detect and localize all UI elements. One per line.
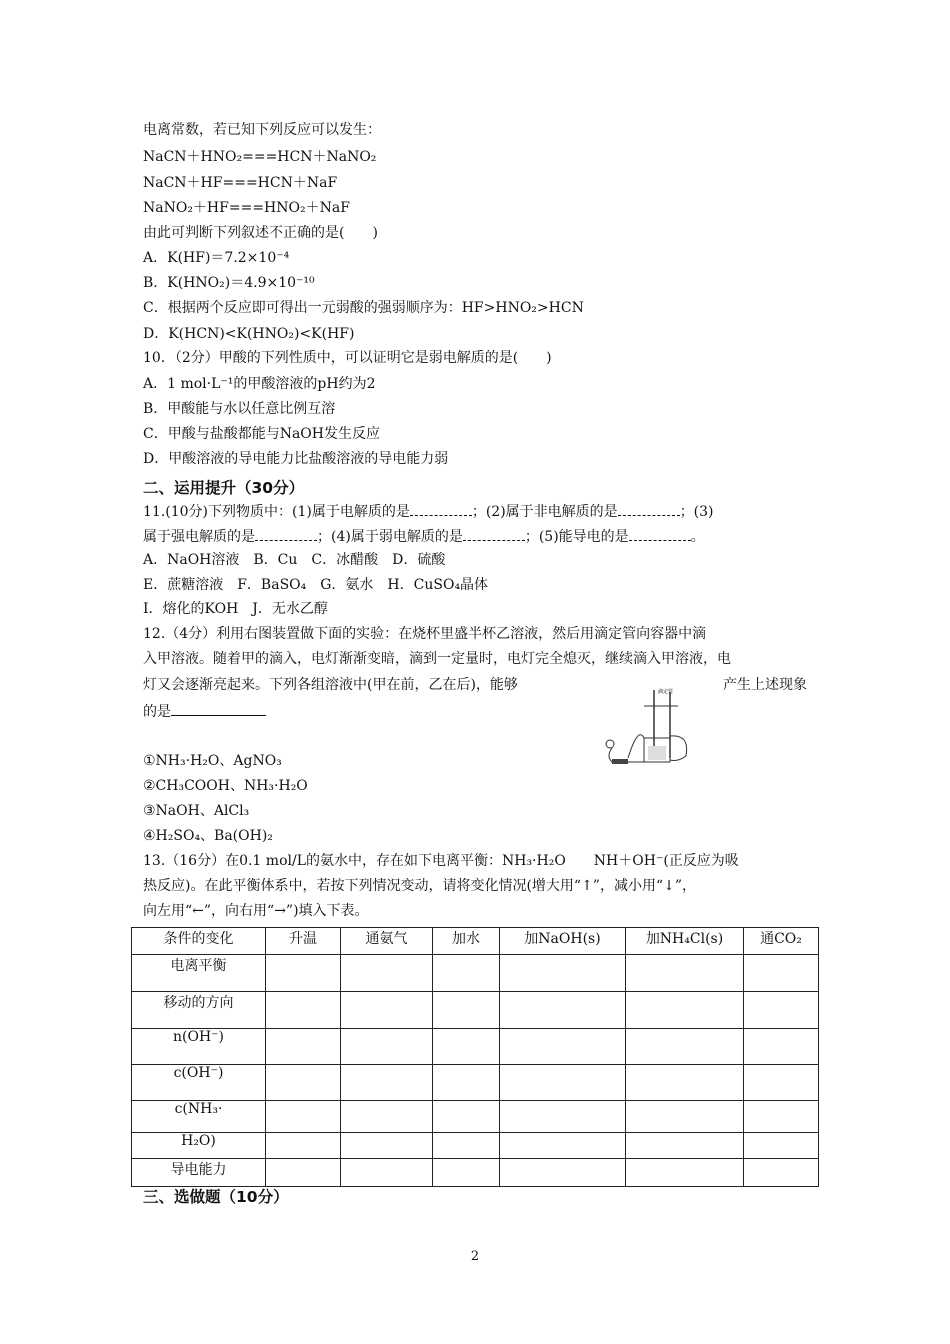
- row-label: 电离平衡: [132, 955, 266, 992]
- q11-options-3: I．熔化的KOH J．无水乙醇: [143, 601, 328, 617]
- answer-cell[interactable]: [341, 992, 433, 1029]
- answer-blank-5[interactable]: [629, 526, 691, 541]
- header-cell: 加NH₄Cl(s): [626, 928, 744, 955]
- header-cell: 升温: [266, 928, 341, 955]
- reaction-2: NaCN＋HF===HCN＋NaF: [143, 175, 338, 191]
- table-header-row: [132, 928, 819, 955]
- reaction-1: NaCN＋HNO₂===HCN＋NaNO₂: [143, 149, 377, 165]
- answer-cell[interactable]: [626, 1159, 744, 1187]
- answer-cell[interactable]: [744, 1159, 819, 1187]
- answer-cell[interactable]: [626, 1101, 744, 1133]
- header-cell: 通氨气: [341, 928, 433, 955]
- header-cell: 通CO₂: [744, 928, 819, 955]
- header-cell: 加NaOH(s): [500, 928, 626, 955]
- q11-text: ；(2)属于非电解质的是: [471, 504, 618, 520]
- apparatus-figure: [598, 686, 693, 768]
- answer-table: [131, 927, 819, 1187]
- row-label: c(NH₃·: [132, 1101, 266, 1133]
- row-label: H₂O): [132, 1133, 266, 1159]
- answer-blank-3[interactable]: [255, 526, 317, 541]
- answer-cell[interactable]: [433, 955, 500, 992]
- table-row: [132, 1029, 819, 1065]
- header-cell: 条件的变化: [132, 928, 266, 955]
- answer-cell[interactable]: [266, 1159, 341, 1187]
- table-row: [132, 1101, 819, 1133]
- answer-cell[interactable]: [744, 955, 819, 992]
- q11-options-2: E．蔗糖溶液 F．BaSO₄ G．氨水 H．CuSO₄晶体: [143, 577, 489, 593]
- answer-blank-4[interactable]: [463, 526, 525, 541]
- q12-text: 产生上述现象: [723, 677, 807, 693]
- q11-options-1: A．NaOH溶液 B．Cu C．冰醋酸 D．硫酸: [143, 552, 446, 568]
- q11-text: 。: [690, 529, 705, 545]
- answer-blank[interactable]: [171, 701, 266, 716]
- answer-cell[interactable]: [266, 955, 341, 992]
- answer-cell[interactable]: [744, 1101, 819, 1133]
- answer-cell[interactable]: [433, 1101, 500, 1133]
- answer-cell[interactable]: [266, 1029, 341, 1065]
- q13-line2: 热反应)。在此平衡体系中，若按下列情况变动，请将变化情况(增大用“↑”，减小用“↓”，: [143, 878, 697, 894]
- q12-text: 灯又会逐渐亮起来。下列各组溶液中(甲在前，乙在后)，能够: [143, 677, 518, 693]
- answer-cell[interactable]: [341, 1133, 433, 1159]
- answer-cell[interactable]: [266, 1133, 341, 1159]
- q10-stem: 10．（2分）甲酸的下列性质中，可以证明它是弱电解质的是( ): [143, 350, 552, 366]
- answer-cell[interactable]: [341, 1065, 433, 1101]
- row-label: 导电能力: [132, 1159, 266, 1187]
- answer-cell[interactable]: [266, 1065, 341, 1101]
- q11-text: 11.(10分)下列物质中：(1)属于电解质的是: [143, 504, 410, 520]
- row-label: 移动的方向: [132, 992, 266, 1029]
- answer-cell[interactable]: [433, 992, 500, 1029]
- answer-cell[interactable]: [626, 1065, 744, 1101]
- table-row: [132, 955, 819, 992]
- answer-cell[interactable]: [744, 1029, 819, 1065]
- table-row: [132, 1133, 819, 1159]
- option-c: C．甲酸与盐酸都能与NaOH发生反应: [143, 426, 380, 442]
- answer-cell[interactable]: [433, 1133, 500, 1159]
- answer-cell[interactable]: [626, 1029, 744, 1065]
- answer-cell[interactable]: [433, 1029, 500, 1065]
- answer-cell[interactable]: [266, 1101, 341, 1133]
- answer-cell[interactable]: [626, 1133, 744, 1159]
- answer-blank-1[interactable]: [410, 501, 472, 516]
- answer-cell[interactable]: [433, 1159, 500, 1187]
- header-cell: 加水: [433, 928, 500, 955]
- option-d: D．甲酸溶液的导电能力比盐酸溶液的导电能力弱: [143, 451, 449, 467]
- q12-option-1: ①NH₃·H₂O、AgNO₃: [143, 753, 282, 769]
- option-c: C．根据两个反应即可得出一元弱酸的强弱顺序为：HF>HNO₂>HCN: [143, 300, 584, 316]
- option-d: D．K(HCN)<K(HNO₂)<K(HF): [143, 326, 355, 342]
- answer-cell[interactable]: [626, 992, 744, 1029]
- q11-line2: [143, 526, 705, 546]
- q11-line1: [143, 501, 714, 521]
- answer-blank-2[interactable]: [618, 501, 680, 516]
- q12-option-2: ②CH₃COOH、NH₃·H₂O: [143, 778, 308, 794]
- answer-cell[interactable]: [341, 1159, 433, 1187]
- answer-cell[interactable]: [500, 1133, 626, 1159]
- q12-line1: 12.（4分）利用右图装置做下面的实验：在烧杯里盛半杯乙溶液，然后用滴定管向容器中滴: [143, 626, 707, 642]
- table-row: [132, 1159, 819, 1187]
- q12-text: 的是: [143, 704, 171, 720]
- q13-line3: 向左用“←”，向右用“→”)填入下表。: [143, 903, 369, 919]
- row-label: c(OH⁻): [132, 1065, 266, 1101]
- reaction-3: NaNO₂＋HF===HNO₂＋NaF: [143, 200, 350, 216]
- page-number: 2: [470, 1249, 480, 1264]
- answer-cell[interactable]: [626, 955, 744, 992]
- answer-cell[interactable]: [341, 1029, 433, 1065]
- q11-text: ；(3): [679, 504, 714, 520]
- q11-text: ；(5)能导电的是: [524, 529, 629, 545]
- q9-intro: 电离常数，若已知下列反应可以发生：: [143, 122, 381, 138]
- q12-line4: [143, 701, 266, 721]
- option-b: B．甲酸能与水以任意比例互溶: [143, 401, 336, 417]
- q12-line2: 入甲溶液。随着甲的滴入，电灯渐渐变暗，滴到一定量时，电灯完全熄灭，继续滴入甲溶液，电: [143, 651, 731, 667]
- answer-cell[interactable]: [744, 992, 819, 1029]
- answer-cell[interactable]: [500, 1159, 626, 1187]
- answer-cell[interactable]: [341, 955, 433, 992]
- option-b: B．K(HNO₂)＝4.9×10⁻¹⁰: [143, 275, 315, 291]
- q11-text: 属于强电解质的是: [143, 529, 255, 545]
- answer-cell[interactable]: [744, 1133, 819, 1159]
- q12-option-4: ④H₂SO₄、Ba(OH)₂: [143, 828, 273, 844]
- option-a: A．K(HF)＝7.2×10⁻⁴: [143, 250, 290, 266]
- table-row: [132, 1065, 819, 1101]
- answer-cell[interactable]: [341, 1101, 433, 1133]
- section-2-heading: 二、运用提升（30分）: [143, 479, 305, 497]
- answer-cell[interactable]: [500, 1101, 626, 1133]
- answer-cell[interactable]: [433, 1065, 500, 1101]
- q11-text: ；(4)属于弱电解质的是: [317, 529, 463, 545]
- q13-line1: 13.（16分）在0.1 mol/L的氨水中，存在如下电离平衡：NH₃·H₂O NH＋OH⁻(正反应为吸: [143, 853, 739, 869]
- section-3-heading: 三、选做题（10分）: [143, 1188, 289, 1206]
- answer-cell[interactable]: [500, 992, 626, 1029]
- answer-cell[interactable]: [500, 955, 626, 992]
- q12-line3: [143, 676, 807, 694]
- row-label: n(OH⁻): [132, 1029, 266, 1065]
- answer-cell[interactable]: [744, 1065, 819, 1101]
- answer-cell[interactable]: [500, 1029, 626, 1065]
- table-row: [132, 992, 819, 1029]
- q12-option-3: ③NaOH、AlCl₃: [143, 803, 250, 819]
- option-a: A．1 mol·L⁻¹的甲酸溶液的pH约为2: [143, 376, 376, 392]
- q9-stem: 由此可判断下列叙述不正确的是( ): [143, 225, 378, 241]
- answer-cell[interactable]: [500, 1065, 626, 1101]
- answer-cell[interactable]: [266, 992, 341, 1029]
- burette-label: 滴定管: [658, 689, 674, 695]
